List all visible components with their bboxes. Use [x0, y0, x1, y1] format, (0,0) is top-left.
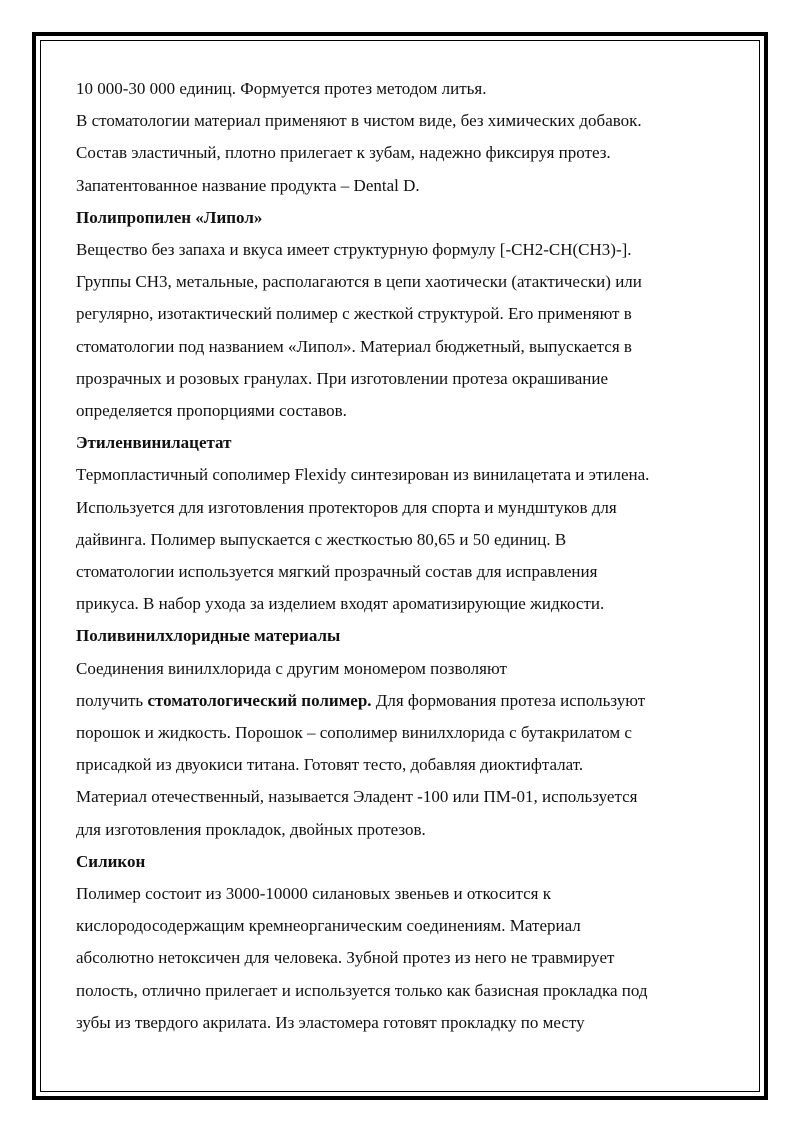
- text-line: регулярно, изотактический полимер с жесткой структурой. Его применяют в: [76, 304, 632, 324]
- text-line: порошок и жидкость. Порошок – сополимер винилхлорида с бутакрилатом с: [76, 723, 632, 743]
- text-line: 10 000-30 000 единиц. Формуется протез методом литья.: [76, 79, 487, 98]
- bold-link-text: стоматологический полимер.: [147, 690, 372, 710]
- text-line: Полимер состоит из 3000-10000 силановых звеньев и откосится к: [76, 884, 552, 904]
- text-line: Используется для изготовления протекторов для спорта и мундштуков для: [76, 497, 617, 517]
- text-line: кислородосодержащим кремнеорганическим соединениям. Материал: [76, 916, 581, 936]
- section-heading: Силикон: [76, 851, 146, 871]
- text-line: прикуса. В набор ухода за изделием входят ароматизирующие жидкости.: [76, 594, 605, 614]
- section-heading: Поливинилхлоридные материалы: [76, 626, 341, 646]
- text-run: Для формования протеза используют: [371, 690, 646, 710]
- text-line: зубы из твердого акрилата. Из эластомера готовят прокладку по месту: [76, 1012, 585, 1032]
- text-line: Вещество без запаха и вкуса имеет структурную формулу [-CH2-CH(CH3)-].: [76, 240, 632, 260]
- text-line-with-bold: [76, 685, 736, 717]
- text-line: полость, отлично прилегает и используется только как базисная прокладка под: [76, 980, 648, 1000]
- text-line: абсолютно нетоксичен для человека. Зубной протез из него не травмирует: [76, 948, 615, 968]
- text-line: Термопластичный сополимер Flexidy синтезирован из винилацетата и этилена.: [76, 465, 650, 485]
- section-heading: Полипропилен «Липол»: [76, 207, 263, 227]
- text-line: В стоматологии материал применяют в чистом виде, без химических добавок.: [76, 111, 642, 131]
- text-line: для изготовления прокладок, двойных протезов.: [76, 819, 426, 839]
- text-line: присадкой из двуокиси титана. Готовят тесто, добавляя диоктифталат.: [76, 755, 584, 775]
- text-line: Запатентованное название продукта – Dental D.: [76, 175, 420, 195]
- text-line: Соединения винилхлорида с другим мономером позволяют: [76, 658, 507, 678]
- text-line: Материал отечественный, называется Эладент -100 или ПМ-01, используется: [76, 787, 638, 807]
- text-line: Состав эластичный, плотно прилегает к зубам, надежно фиксируя протез.: [76, 143, 611, 163]
- text-line: прозрачных и розовых гранулах. При изготовлении протеза окрашивание: [76, 368, 609, 388]
- text-line: стоматологии под названием «Липол». Материал бюджетный, выпускается в: [76, 336, 632, 356]
- text-line: определяется пропорциями составов.: [76, 401, 347, 421]
- section-heading: Этиленвинилацетат: [76, 433, 232, 453]
- text-line: Группы CH3, метальные, располагаются в цепи хаотически (атактически) или: [76, 272, 642, 292]
- text-line: стоматологии используется мягкий прозрачный состав для исправления: [76, 562, 598, 582]
- text-run: получить: [76, 690, 148, 710]
- document-body: [76, 73, 736, 1039]
- text-line: дайвинга. Полимер выпускается с жесткостью 80,65 и 50 единиц. В: [76, 529, 567, 549]
